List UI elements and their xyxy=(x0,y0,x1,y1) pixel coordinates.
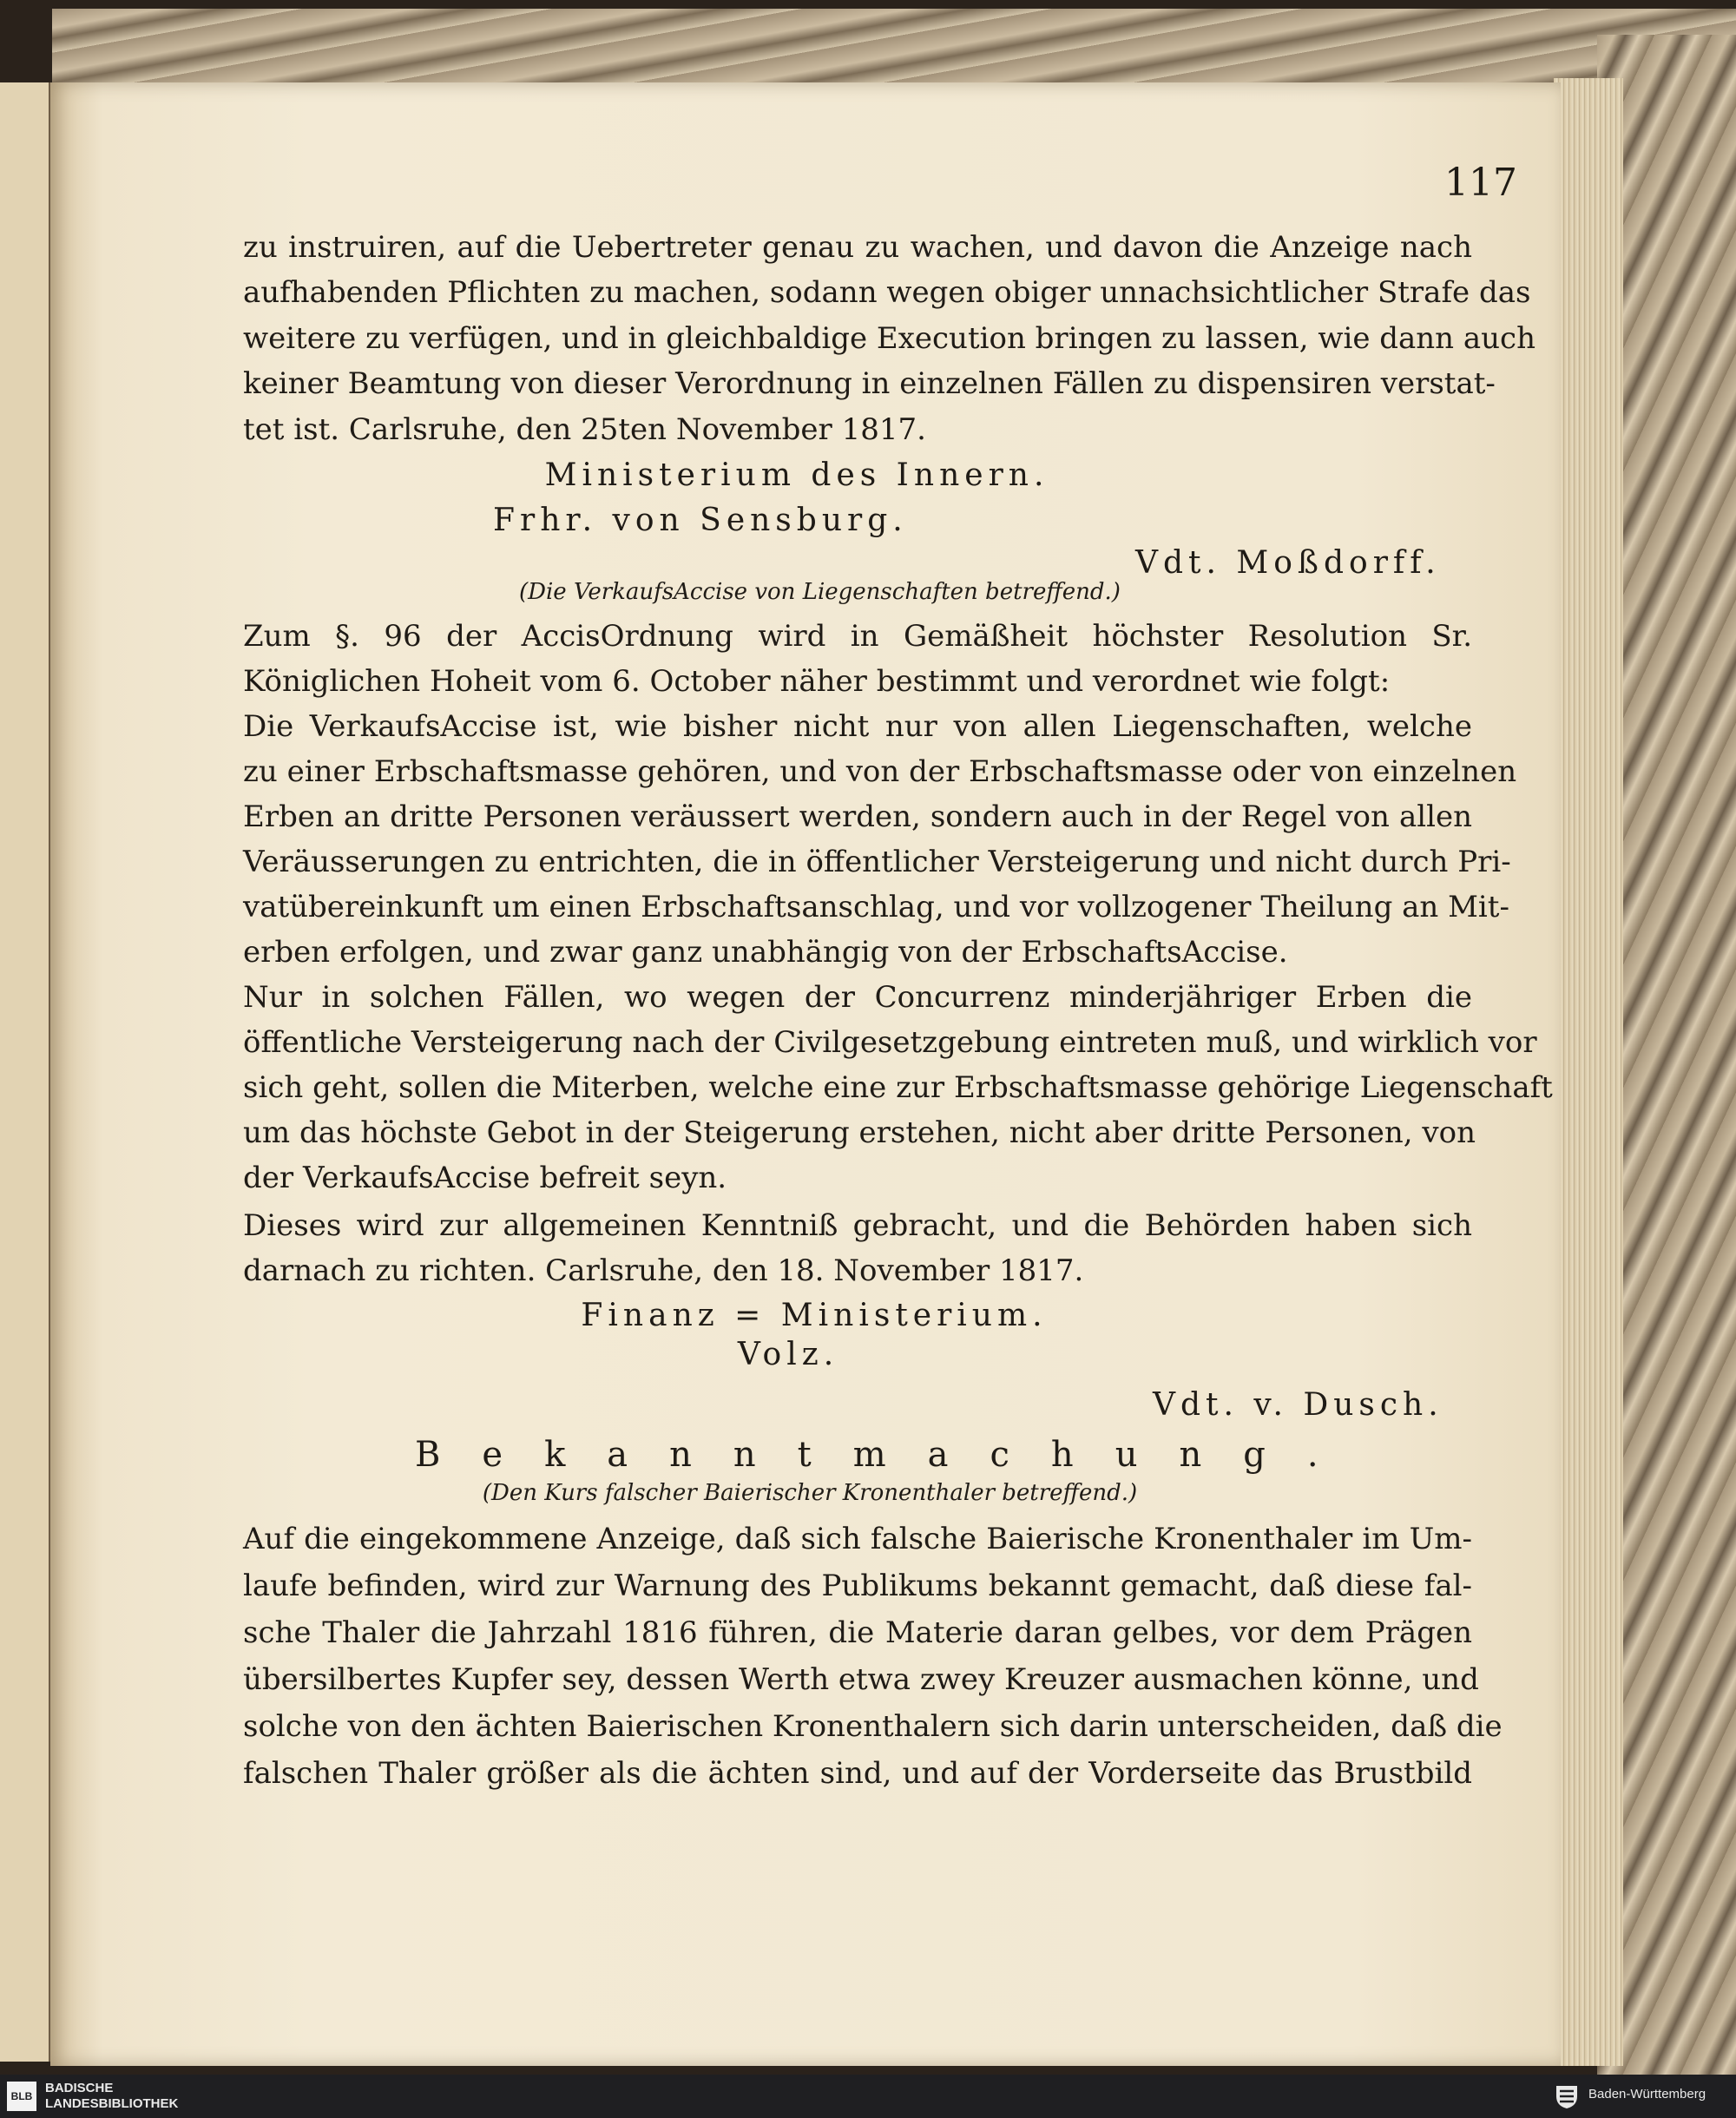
text-line: zu einer Erbschaftsmasse gehören, und von der Erbschaftsmasse oder von einzelnen xyxy=(243,754,1517,789)
marbled-cover-top xyxy=(52,9,1736,87)
text-line: zu instruiren, auf die Uebertreter genau zu wachen, und davon die Anzeige nach xyxy=(243,230,1472,265)
signer-name: Frhr. von Sensburg. xyxy=(493,503,908,538)
coat-of-arms-icon xyxy=(1554,2083,1580,2109)
text-line: Zum §. 96 der AccisOrdnung wird in Gemäßheit höchster Resolution Sr. xyxy=(243,619,1472,654)
signer-name: Volz. xyxy=(737,1337,839,1372)
text-line: darnach zu richten. Carlsruhe, den 18. November 1817. xyxy=(243,1253,1084,1288)
text-line: falschen Thaler größer als die ächten sind, und auf der Vorderseite das Brustbild xyxy=(243,1756,1472,1791)
text-line: der VerkaufsAccise befreit seyn. xyxy=(243,1161,727,1195)
text-line: weitere zu verfügen, und in gleichbaldige Execution bringen zu lassen, wie dann auch xyxy=(243,321,1535,356)
heading: Bekanntmachung. xyxy=(415,1435,1360,1475)
page-edges xyxy=(1554,78,1623,2066)
text-line: sich geht, sollen die Miterben, welche eine zur Erbschaftsmasse gehörige Liegenschaft xyxy=(243,1070,1553,1105)
text-line: Königlichen Hoheit vom 6. October näher bestimmt und verordnet wie folgt: xyxy=(243,664,1391,699)
text-line: vatübereinkunft um einen Erbschaftsanschlag, und vor vollzogener Theilung an Mit- xyxy=(243,890,1509,924)
authority-title: Ministerium des Innern. xyxy=(544,457,1049,493)
text-line: Dieses wird zur allgemeinen Kenntniß gebracht, und die Behörden haben sich xyxy=(243,1208,1472,1243)
facing-page-edge xyxy=(0,82,51,2062)
state-name: Baden-Württemberg xyxy=(1588,2087,1706,2102)
text-line: um das höchste Gebot in der Steigerung erstehen, nicht aber dritte Personen, von xyxy=(243,1115,1476,1150)
text-line: sche Thaler die Jahrzahl 1816 führen, die Materie daran gelbes, vor dem Prägen xyxy=(243,1615,1472,1650)
blb-logo[interactable]: BLB xyxy=(7,2082,36,2111)
text-line: tet ist. Carlsruhe, den 25ten November 1817. xyxy=(243,412,926,447)
authority-title: Finanz = Ministerium. xyxy=(581,1298,1048,1333)
text-line: Auf die eingekommene Anzeige, daß sich falsche Baierische Kronenthaler im Um- xyxy=(243,1522,1472,1556)
subject-line: (Die VerkaufsAccise von Liegenschaften betreffend.) xyxy=(519,579,1121,605)
book-page xyxy=(50,82,1561,2066)
text-line: erben erfolgen, und zwar ganz unabhängig von der ErbschaftsAccise. xyxy=(243,935,1288,970)
text-line: Veräusserungen zu entrichten, die in öffentlicher Versteigerung und nicht durch Pri- xyxy=(243,845,1511,879)
text-line: öffentliche Versteigerung nach der Civilgesetzgebung eintreten muß, und wirklich vor xyxy=(243,1025,1537,1060)
library-name-line2: LANDESBIBLIOTHEK xyxy=(45,2096,179,2111)
library-name-line1: BADISCHE xyxy=(45,2081,114,2095)
vidit-signature: Vdt. Moßdorff. xyxy=(1135,545,1441,581)
vidit-signature: Vdt. v. Dusch. xyxy=(1153,1387,1443,1423)
text-line: übersilbertes Kupfer sey, dessen Werth etwa zwey Kreuzer ausmachen könne, und xyxy=(243,1662,1479,1697)
subject-line: (Den Kurs falscher Baierischer Kronenthaler betreffend.) xyxy=(482,1480,1138,1506)
page-number: 117 xyxy=(1444,161,1517,205)
text-line: Erben an dritte Personen veräussert werden, sondern auch in der Regel von allen xyxy=(243,799,1472,834)
text-line: Nur in solchen Fällen, wo wegen der Concurrenz minderjähriger Erben die xyxy=(243,980,1472,1015)
text-line: keiner Beamtung von dieser Verordnung in einzelnen Fällen zu dispensiren verstat- xyxy=(243,366,1496,401)
text-line: Die VerkaufsAccise ist, wie bisher nicht nur von allen Liegenschaften, welche xyxy=(243,709,1472,744)
text-line: laufe befinden, wird zur Warnung des Publikums bekannt gemacht, daß diese fal- xyxy=(243,1569,1472,1603)
text-line: solche von den ächten Baierischen Kronenthalern sich darin unterscheiden, daß die xyxy=(243,1709,1503,1744)
viewer-footer xyxy=(0,2075,1736,2118)
text-line: aufhabenden Pflichten zu machen, sodann wegen obiger unnachsichtlicher Strafe das xyxy=(243,275,1531,310)
library-name xyxy=(45,2081,178,2112)
